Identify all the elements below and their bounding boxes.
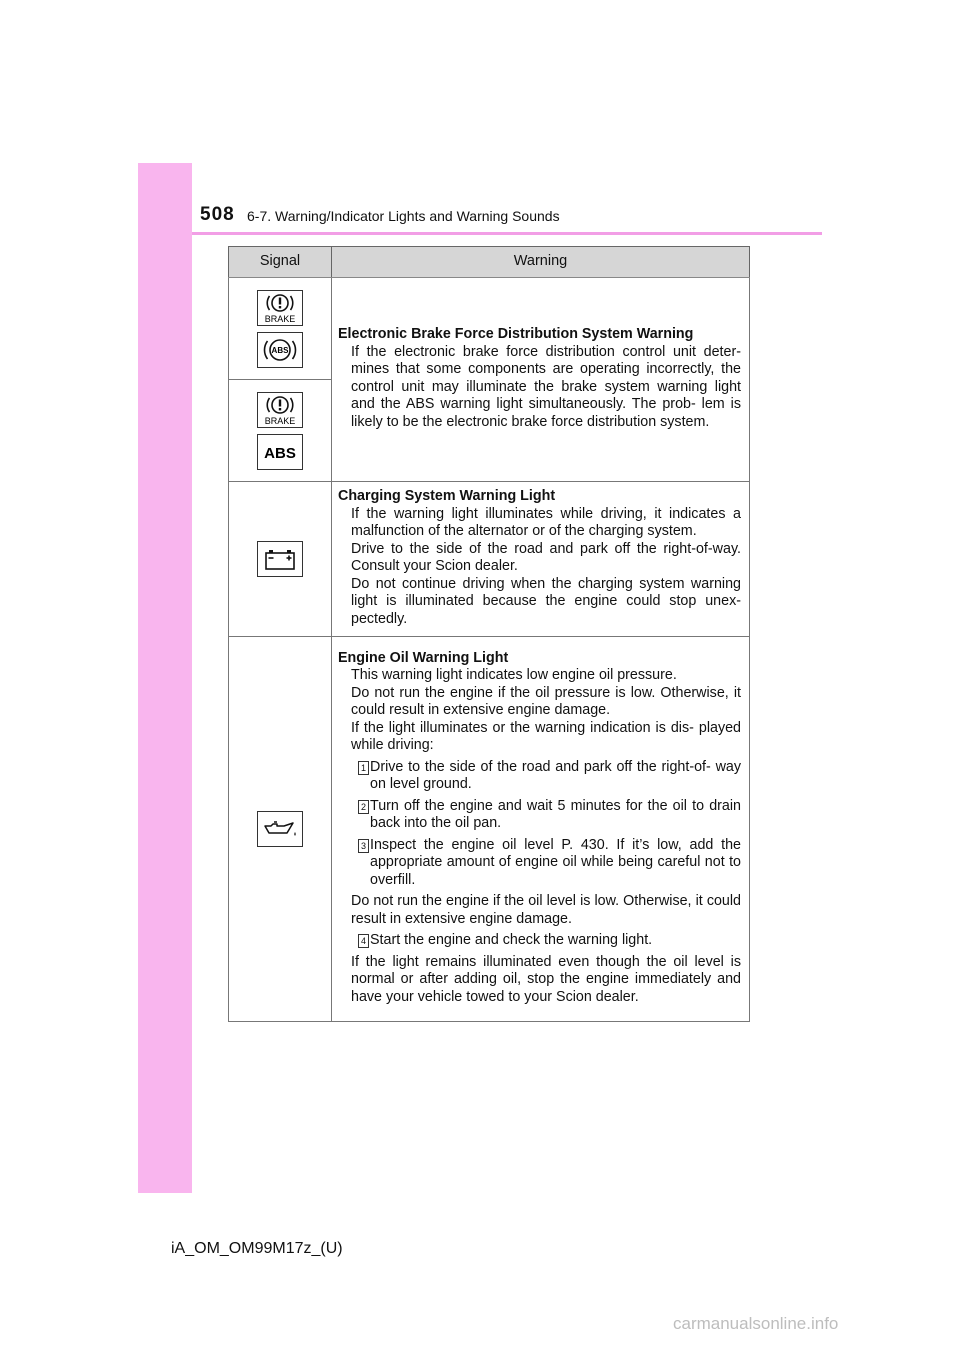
signal-cell [229, 637, 332, 1022]
table-header-row [229, 247, 750, 278]
brake-warning-icon [257, 290, 303, 326]
table-row [229, 482, 750, 637]
warning-text: This warning light indicates low engine oil pressure. [351, 667, 677, 684]
warning-text: If the electronic brake force distribution control unit deter- mines that some components are operating incorrectly, the control unit may illuminate the brake system warning light and the ABS warning light simultaneously. The prob- lem is likely to be the electronic brake force distribution system. [351, 343, 741, 430]
svg-text:ABS: ABS [271, 345, 289, 355]
abs-circle-icon [257, 332, 303, 368]
procedure-step [338, 932, 741, 950]
section-title: 6-7. Warning/Indicator Lights and Warning Sounds [247, 208, 560, 224]
brake-warning-icon [257, 392, 303, 428]
warning-title: Engine Oil Warning Light [338, 649, 509, 666]
procedure-step [338, 759, 741, 794]
step-text: Start the engine and check the warning light. [370, 932, 653, 949]
warning-text: Do not run the engine if the oil level is low. Otherwise, it could result in extensive engine damage. [351, 893, 741, 927]
step-number-badge: 1 [358, 761, 369, 775]
col-header-warning: Warning [332, 247, 750, 278]
warning-description-charging [332, 482, 750, 637]
signal-cell [229, 482, 332, 637]
table-row [229, 637, 750, 1022]
signal-cell [229, 278, 332, 380]
oil-can-icon [257, 811, 303, 847]
side-tab-band [138, 163, 192, 1193]
svg-text:BRAKE: BRAKE [264, 313, 296, 324]
step-number-badge: 4 [358, 934, 369, 948]
warning-text: Drive to the side of the road and park off the right-of-way. Consult your Scion dealer. [351, 540, 741, 574]
warning-text: If the warning light illuminates while driving, it indicates a malfunction of the alternator or of the charging system. [351, 505, 741, 539]
warning-description-oil [332, 637, 750, 1022]
warning-description-ebd [332, 278, 750, 482]
step-text: Drive to the side of the road and park off the right-of- way on level ground. [370, 758, 741, 793]
warning-text: If the light remains illuminated even though the oil level is normal or after adding oil, stop the engine immediately and have your vehicle towed to your Scion dealer. [351, 953, 741, 1005]
table-row [229, 278, 750, 380]
col-header-signal: Signal [229, 247, 332, 278]
watermark: carmanualsonline.info [673, 1314, 839, 1333]
battery-icon [257, 541, 303, 577]
document-code: iA_OM_OM99M17z_(U) [171, 1240, 343, 1257]
step-number-badge: 2 [358, 800, 369, 814]
procedure-step [338, 837, 741, 890]
header-divider [192, 232, 822, 235]
step-number-badge: 3 [358, 839, 369, 853]
svg-text:ABS: ABS [264, 444, 296, 462]
page-number: 508 [200, 204, 235, 225]
step-text: Turn off the engine and wait 5 minutes for the oil to drain back into the oil pan. [370, 797, 741, 832]
warning-text: Do not continue driving when the charging system warning light is illuminated because the engine could stop unex- pectedly. [351, 575, 741, 627]
step-text: Inspect the engine oil level P. 430. If it’s low, add the appropriate amount of engine oil while being careful not to overfill. [370, 836, 741, 888]
warning-lights-table [228, 246, 750, 1022]
svg-text:BRAKE: BRAKE [264, 415, 296, 426]
signal-cell [229, 380, 332, 482]
warning-text: Do not run the engine if the oil pressure is low. Otherwise, it could result in extensive engine damage. [351, 684, 741, 719]
abs-text-icon [257, 434, 303, 470]
procedure-step [338, 798, 741, 833]
warning-title: Charging System Warning Light [338, 488, 556, 504]
warning-text: If the light illuminates or the warning indication is dis- played while driving: [351, 719, 741, 754]
warning-title: Electronic Brake Force Distribution System Warning [338, 326, 694, 342]
